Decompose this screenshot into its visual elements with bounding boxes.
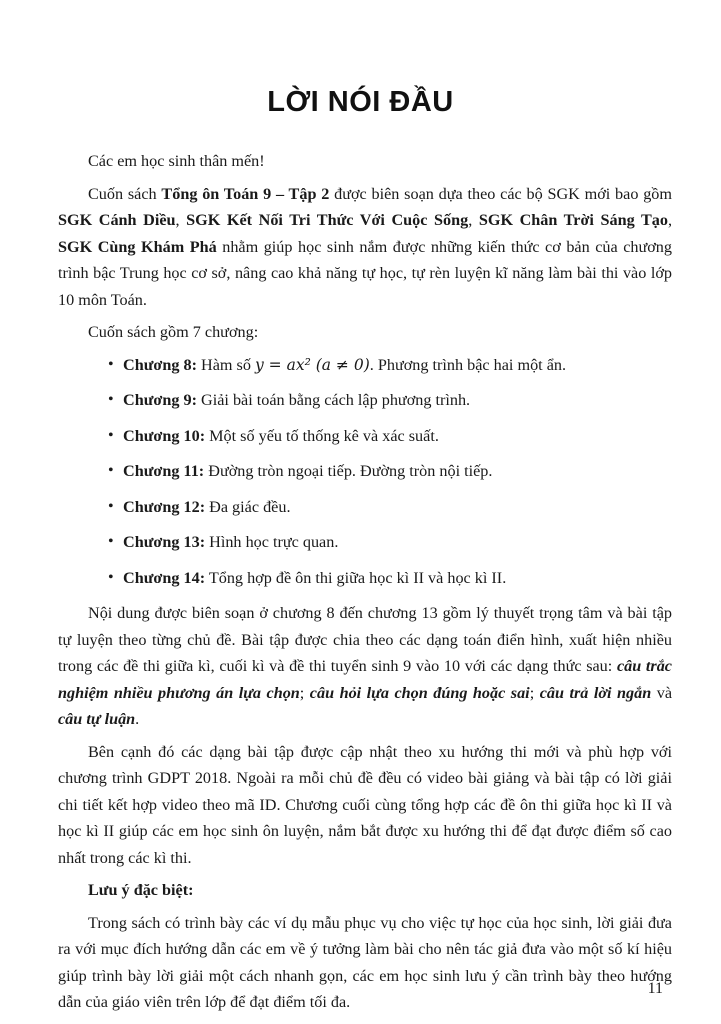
question-format: câu tự luận	[58, 710, 136, 728]
chapter-label: Chương 10:	[123, 426, 206, 445]
chapter-text: Giải bài toán bằng cách lập phương trình.	[197, 391, 471, 409]
chapter-label: Chương 11:	[123, 462, 205, 480]
separator: và	[651, 683, 673, 702]
greeting: Các em học sinh thân mến!	[88, 152, 265, 170]
chapter-text: Hình học trực quan.	[205, 533, 339, 551]
chapter-text: Một số yếu tố thống kê và xác suất.	[205, 426, 439, 445]
separator: ;	[299, 683, 310, 702]
sgk-name: SGK Cùng Khám Phá	[58, 237, 217, 256]
intro-text: Cuốn sách	[88, 184, 162, 203]
content-paragraph	[58, 600, 672, 733]
question-format: câu hỏi lựa chọn đúng hoặc sai	[309, 683, 530, 702]
chapter-text: Đường tròn ngoại tiếp. Đường tròn nội tiếp.	[204, 462, 493, 480]
content-text: Nội dung được biên soạn ở chương 8 đến chương 13 gồm lý thuyết trọng tâm và bài tập tự luyện theo từng chủ đề. Bài tập được chia theo các dạng toán điển hình, xuất hiện nhiều trong các đề thi giữa kì, cuối kì và đề thi tuyển sinh 9 vào 10 với các dạng thức sau:	[58, 604, 672, 675]
list-item	[108, 494, 672, 521]
list-item	[108, 387, 672, 414]
list-item	[108, 423, 672, 450]
separator: ,	[468, 211, 479, 229]
chapter-label: Chương 14:	[123, 568, 206, 587]
note-heading: Lưu ý đặc biệt:	[88, 881, 194, 899]
gdpt-paragraph: Bên cạnh đó các dạng bài tập được cập nhật theo xu hướng thi mới và phù hợp với chương trình GDPT 2018. Ngoài ra mỗi chủ đề đều có video bài giảng và bài tập có lời giải chi tiết kết hợp video theo mã ID. Chương cuối cùng tổng hợp các đề ôn thi giữa học kì II và học kì II giúp các em học sinh ôn luyện, nắm bắt được xu hướng thi để đạt được điểm số cao nhất trong các kì thi.	[58, 742, 672, 867]
intro-paragraph	[58, 181, 672, 314]
list-item	[108, 458, 672, 485]
document-body	[58, 148, 672, 1022]
math-formula: y = ax² (a ≠ 0)	[255, 355, 370, 374]
sgk-name: SGK Cánh Diều	[58, 211, 176, 229]
separator: ;	[529, 683, 540, 702]
separator: ,	[175, 211, 187, 229]
list-item	[108, 352, 672, 379]
question-format: câu trắc nghiệm nhiều phương án lựa chọn	[58, 657, 672, 702]
chapter-text: Đa giác đều.	[205, 497, 291, 516]
note-paragraph: Trong sách có trình bày các ví dụ mẫu phục vụ cho việc tự học của học sinh, lời giải đưa ra với mục đích hướng dẫn các em về ý tưởng làm bài cho nên tác giả đưa vào một số kí hiệu giúp trình bày lời giải một cách nhanh gọn, các em học sinh lưu ý cần trình bày theo hướng dẫn của giáo viên trên lớp để đạt điểm tối đa.	[58, 913, 672, 1011]
chapters-intro: Cuốn sách gồm 7 chương:	[88, 323, 259, 341]
list-item	[108, 565, 672, 592]
intro-text: nhằm giúp học sinh nắm được những kiến thức cơ bản của chương trình bậc Trung học cơ sở, nâng cao khả năng tự học, tự rèn luyện kĩ năng làm bài thi vào lớp 10 môn Toán.	[58, 237, 672, 309]
chapter-label: Chương 13:	[123, 533, 206, 551]
question-format: câu trả lời ngắn	[539, 683, 652, 702]
chapter-text: . Phương trình bậc hai một ẩn.	[369, 355, 567, 374]
intro-text: được biên soạn dựa theo các bộ SGK mới bao gồm	[329, 184, 672, 203]
chapter-label: Chương 8:	[123, 355, 197, 374]
list-item	[108, 529, 672, 556]
sgk-name: SGK Kết Nối Tri Thức Với Cuộc Sống	[186, 211, 469, 229]
chapter-list	[58, 352, 672, 592]
page-number: 11	[647, 980, 663, 997]
separator: .	[135, 710, 140, 728]
page-title: LỜI NÓI ĐẦU	[267, 86, 454, 118]
separator: ,	[667, 211, 673, 229]
chapter-label: Chương 9:	[123, 391, 197, 409]
chapter-text: Hàm số	[197, 355, 255, 374]
book-title: Tổng ôn Toán 9 – Tập 2	[161, 184, 330, 203]
chapter-text: Tổng hợp đề ôn thi giữa học kì II và học kì II.	[205, 568, 507, 587]
sgk-name: SGK Chân Trời Sáng Tạo	[478, 211, 668, 229]
chapter-label: Chương 12:	[123, 497, 206, 516]
